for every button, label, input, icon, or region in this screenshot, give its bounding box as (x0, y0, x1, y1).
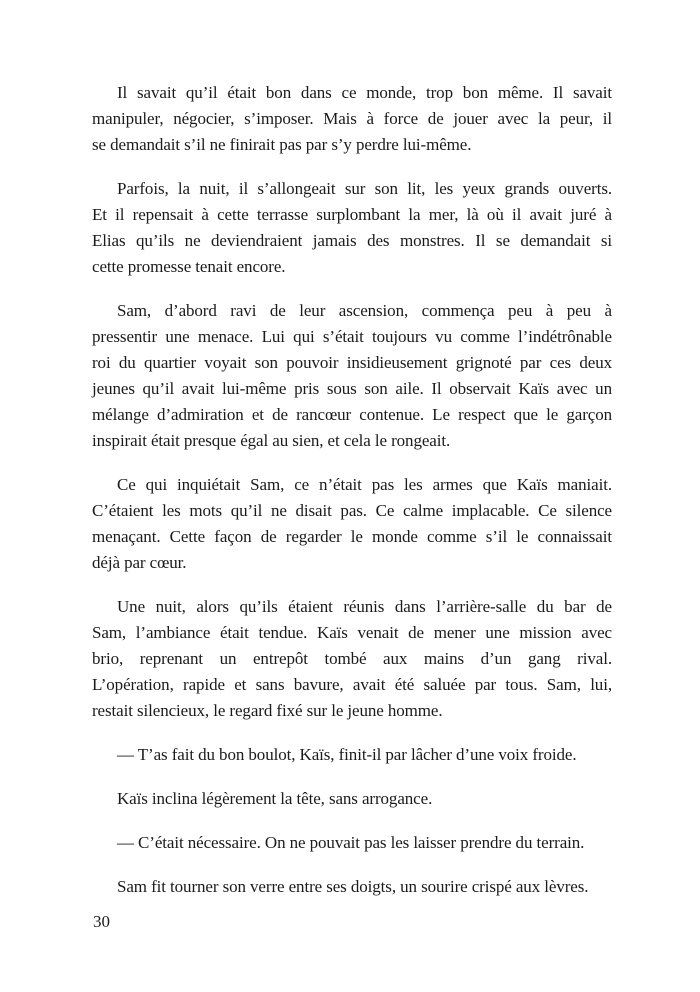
paragraph (92, 80, 612, 158)
text-line: Kaïs inclina légèrement la tête, sans arrogance. (117, 789, 433, 808)
text-line: inspirait était presque égal au sien, et cela le rongeait. (92, 431, 451, 450)
text-line: roi du quartier voyait son pouvoir insidieusement grignoté par ces deux (92, 353, 612, 372)
text-line: — T’as fait du bon boulot, Kaïs, finit-il par lâcher d’une voix froide. (117, 745, 577, 764)
paragraph (92, 742, 612, 768)
paragraph (92, 472, 612, 576)
text-line: Et il repensait à cette terrasse surplombant la mer, là où il avait juré à (92, 205, 612, 224)
text-line: mélange d’admiration et de rancœur contenue. Le respect que le garçon (92, 405, 612, 424)
paragraph (92, 786, 612, 812)
paragraph (92, 830, 612, 856)
text-line: menaçant. Cette façon de regarder le monde comme s’il le connaissait (92, 527, 612, 546)
page-text (92, 80, 612, 918)
text-line: déjà par cœur. (92, 553, 187, 572)
paragraph (92, 176, 612, 280)
page-number: 30 (93, 912, 110, 931)
text-line: Il savait qu’il était bon dans ce monde, trop bon même. Il savait (117, 83, 612, 102)
paragraph (92, 874, 612, 900)
text-line: Une nuit, alors qu’ils étaient réunis dans l’arrière-salle du bar de (117, 597, 612, 616)
text-line: se demandait s’il ne finirait pas par s’y perdre lui-même. (92, 135, 472, 154)
text-line: restait silencieux, le regard fixé sur le jeune homme. (92, 701, 443, 720)
text-line: cette promesse tenait encore. (92, 257, 286, 276)
text-line: Ce qui inquiétait Sam, ce n’était pas les armes que Kaïs maniait. (117, 475, 612, 494)
paragraph (92, 298, 612, 454)
text-line: brio, reprenant un entrepôt tombé aux mains d’un gang rival. (92, 649, 612, 668)
text-line: Sam, d’abord ravi de leur ascension, commença peu à peu à (117, 301, 612, 320)
text-line: C’étaient les mots qu’il ne disait pas. Ce calme implacable. Ce silence (92, 501, 612, 520)
text-line: jeunes qu’il avait lui-même pris sous son aile. Il observait Kaïs avec un (92, 379, 612, 398)
text-line: manipuler, négocier, s’imposer. Mais à force de jouer avec la peur, il (92, 109, 612, 128)
text-line: Parfois, la nuit, il s’allongeait sur son lit, les yeux grands ouverts. (117, 179, 612, 198)
text-line: pressentir une menace. Lui qui s’était toujours vu comme l’indétrônable (92, 327, 612, 346)
text-line: Sam fit tourner son verre entre ses doigts, un sourire crispé aux lèvres. (117, 877, 589, 896)
text-line: Sam, l’ambiance était tendue. Kaïs venait de mener une mission avec (92, 623, 612, 642)
text-line: L’opération, rapide et sans bavure, avait été saluée par tous. Sam, lui, (92, 675, 612, 694)
text-line: Elias qu’ils ne deviendraient jamais des monstres. Il se demandait si (92, 231, 612, 250)
text-line: — C’était nécessaire. On ne pouvait pas les laisser prendre du terrain. (117, 833, 585, 852)
paragraph (92, 594, 612, 724)
